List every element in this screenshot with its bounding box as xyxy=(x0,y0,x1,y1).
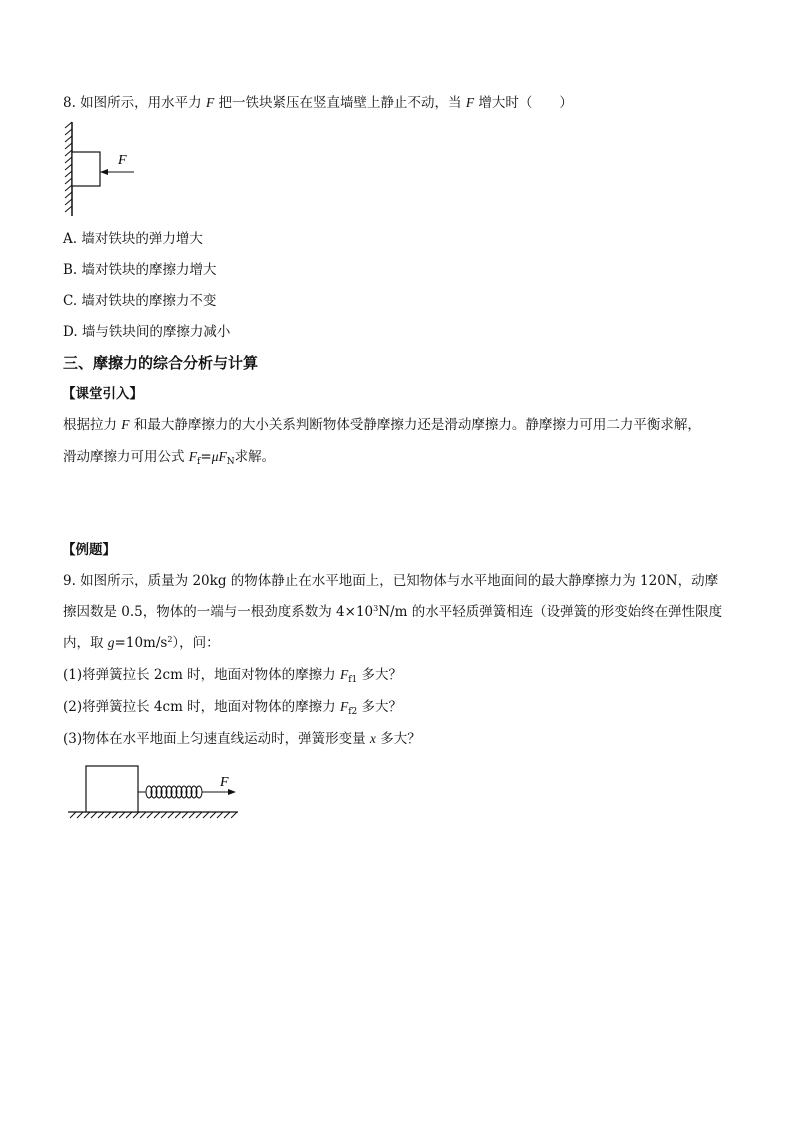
intro-line-1: 根据拉力 F 和最大静摩擦力的大小关系判断物体受静摩擦力还是滑动摩擦力。静摩擦力可用二力平衡求解， xyxy=(63,417,701,433)
option-d: D. 墙与铁块间的摩擦力减小 xyxy=(63,324,231,340)
option-a: A. 墙对铁块的弹力增大 xyxy=(63,231,203,247)
q8-stem: 8. 如图所示，用水平力 F 把一铁块紧压在竖直墙壁上静止不动，当 F 增大时（ ） xyxy=(63,95,573,111)
q9-line-3: 内，取 $g=10m/s^2$），问： xyxy=(63,635,220,651)
iron-block xyxy=(72,152,100,186)
q9-sub-2: (2)将弹簧拉长 4cm 时，地面对物体的摩擦力 $F_{f2}$ 多大？ xyxy=(63,699,403,717)
q9-line-1: 9. 如图所示，质量为 20kg 的物体静止在水平地面上，已知物体与水平地面间的最大静摩擦力为 120N，动摩 xyxy=(63,573,719,589)
option-b: B. 墙对铁块的摩擦力增大 xyxy=(63,262,217,278)
ground-hatching xyxy=(70,812,237,818)
object-block xyxy=(86,766,138,812)
example-label: 【例题】 xyxy=(62,542,116,558)
section-title: 三、摩擦力的综合分析与计算 xyxy=(63,354,259,372)
q9-sub-1: (1)将弹簧拉长 2cm 时，地面对物体的摩擦力 $F_{f1}$ 多大？ xyxy=(63,667,403,685)
spring-coils xyxy=(146,786,202,798)
wall-hatching xyxy=(65,122,72,212)
q8-figure xyxy=(62,120,152,220)
pull-arrow-head xyxy=(228,789,236,795)
pull-force-label: F xyxy=(220,775,229,790)
intro-line-2: 滑动摩擦力可用公式 $F_f=\mu F_N$求解。 xyxy=(63,449,276,467)
q9-line-2: 擦因数是 0.5，物体的一端与一根劲度系数为 $4\times 10^3N/m$ 的水平轻质弹簧相连（设弹簧的形变始终在弹性限度 xyxy=(63,604,723,620)
intro-label: 【课堂引入】 xyxy=(62,386,143,402)
q9-figure xyxy=(66,764,246,824)
force-label: F xyxy=(118,153,127,168)
option-c: C. 墙对铁块的摩擦力不变 xyxy=(63,293,217,309)
force-arrow-head xyxy=(100,169,108,175)
q9-sub-3: (3)物体在水平地面上匀速直线运动时，弹簧形变量 x 多大？ xyxy=(63,731,421,747)
